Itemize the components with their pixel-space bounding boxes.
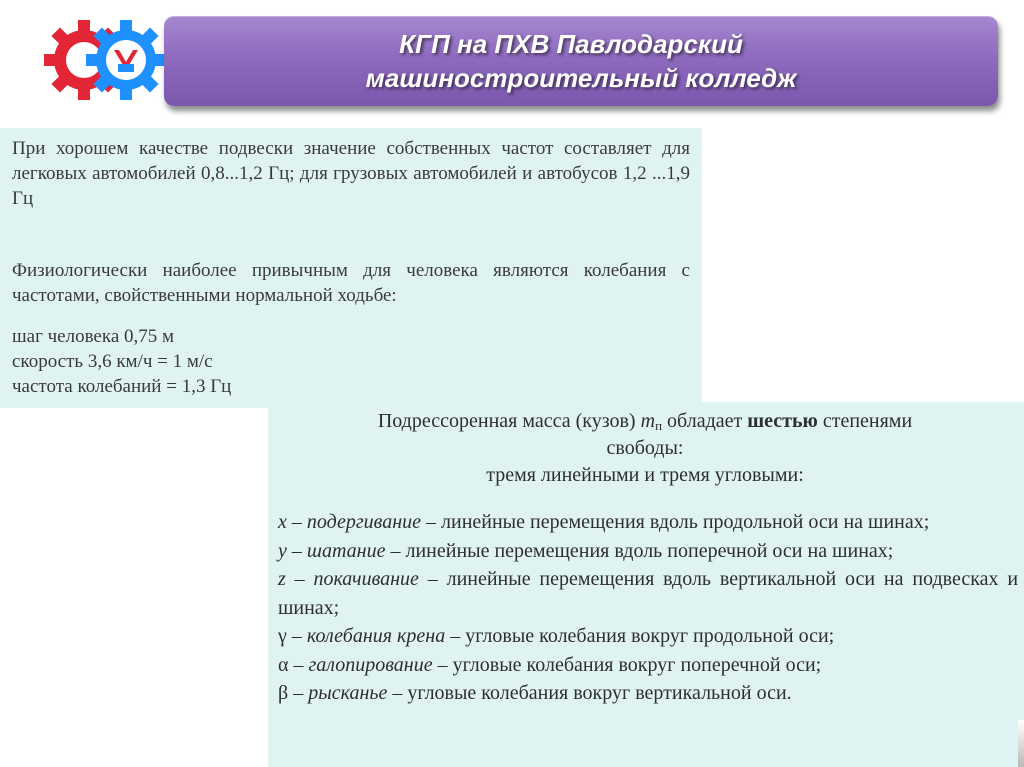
banner-title-line-1: КГП на ПХВ Павлодарский [399,29,743,59]
dash: – [390,539,401,562]
frequency-paragraph: При хорошем качестве подвески значение собственных частот составляет для легковых автомобилей 0,8...1,2 Гц; для грузовых автомобилей и автобусов 1,2 ...1,9 Гц [12,138,690,209]
panel-heading-line-2: свободы: [606,437,684,459]
dash: – [437,653,448,676]
dash: – [294,568,305,590]
heading-text: Подрессоренная масса (кузов) [377,410,636,432]
list-item [278,622,1018,651]
motion-term: рысканье [308,682,388,704]
motion-description: линейные перемещения вдоль вертикальной оси на подвесках и шинах; [278,568,1019,619]
mass-subscript: п [655,418,663,433]
panel-heading-line-3: тремя линейными и тремя угловыми: [486,464,804,486]
dash: – [291,625,302,647]
motion-description: угловые колебания вокруг поперечной оси; [452,653,822,676]
motion-term: покачивание [313,568,419,590]
title-banner [164,16,998,106]
motion-symbol: y [278,539,287,562]
list-item [278,508,1018,537]
dash: – [392,682,403,704]
motion-types-list [278,508,1018,708]
list-item [278,679,1018,708]
list-item [278,651,1018,680]
walking-parameters-list [12,324,231,399]
mass-symbol: m [640,410,656,432]
natural-frequency-panel [0,128,702,408]
motion-description: угловые колебания вокруг вертикальной оси. [407,682,792,704]
dash: – [291,511,302,533]
motion-description: линейные перемещения вдоль поперечной оси на шинах; [405,539,894,562]
list-item: частота колебаний = 1,3 Гц [12,376,232,397]
six-bold-word: шестью [747,410,818,432]
heading-text: степенями [822,410,913,432]
dash: – [291,539,302,562]
list-item [278,565,1018,622]
motion-term: подергивание [306,511,422,533]
motion-term: галопирование [308,653,433,676]
banner-title-line-2: машиностроительный колледж [365,63,797,93]
list-item: скорость 3,6 км/ч = 1 м/с [12,351,213,372]
motion-term: колебания крена [306,625,446,647]
motion-symbol: α [278,653,289,676]
gear-logo-icon [38,12,168,108]
motion-symbol: x [278,511,287,533]
dash: – [293,682,304,704]
motion-symbol: γ [278,625,287,647]
motion-description: линейные перемещения вдоль продольной оси на шинах; [441,511,930,533]
dash: – [426,511,437,533]
physiology-paragraph: Физиологически наиболее привычным для человека являются колебания с частотами, свойственными нормальной ходьбе: [12,260,690,306]
dash: – [427,568,438,590]
motion-description: угловые колебания вокруг продольной оси; [465,625,835,647]
motion-symbol: z [278,568,286,590]
heading-text: обладает [667,410,743,432]
dash: – [450,625,461,647]
college-logo [38,12,168,108]
list-item [278,537,1018,566]
list-item: шаг человека 0,75 м [12,326,175,347]
page-edge-shadow [1018,720,1024,767]
dash: – [293,653,304,676]
motion-symbol: β [278,682,289,704]
degrees-of-freedom-panel [268,402,1024,767]
motion-term: шатание [306,539,386,562]
